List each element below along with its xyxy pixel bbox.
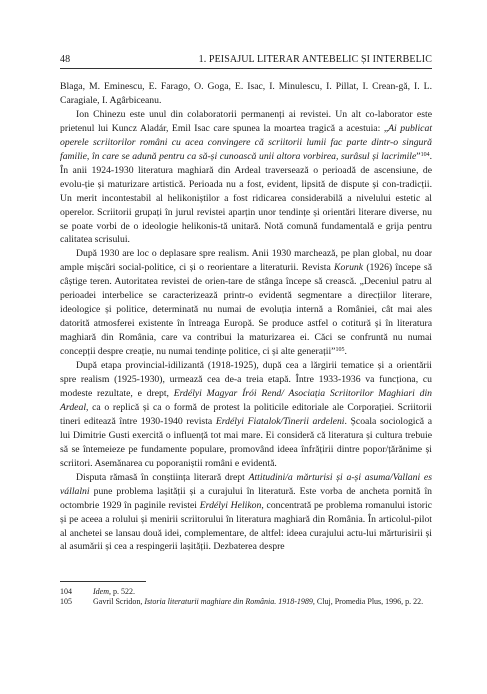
chapter-title: 1. PEISAJUL LITERAR ANTEBELIC ȘI INTERBELIC: [198, 54, 432, 65]
footnote-text: [93, 597, 432, 607]
italic-text: Erdélyi Fiatalok/Tinerii ardeleni: [215, 415, 345, 427]
text-segment: Disputa rămasă în conștiința literară drept: [76, 471, 249, 483]
text-segment: După etapa provincial-idilizantă (1918-1925), după cea a lărgirii tematice și a orientării spre realism (1925-1930), urmează cea de-a treia etapă. Între 1933-1936 va funcționa, cu modeste rezultate, e drept,: [60, 360, 432, 399]
running-header: [60, 54, 432, 66]
text-segment: , concentrată pe problema romanului istoric și pe aceea a rolului și menirii scriitorului în literatura maghiară din România. În articolul-pilot al anchetei se lansau două idei, complementare, de altfel: ideea curajului actu-lui mărturisirii și al asumării și cea a respingerii lașității. Dezbaterea despre: [60, 499, 433, 553]
text-segment: pune problema lașității și a curajului în literatură. Este vorba de ancheta pornită în octombrie 1929 în paginile revistei: [60, 485, 432, 511]
footnote-text: [93, 587, 432, 597]
paragraph: [60, 471, 432, 555]
footnote-number: 105: [60, 597, 72, 607]
paragraph: [60, 359, 432, 471]
text-segment: Ion Chinezu este unul din colaboratorii permanenți ai revistei. Un alt co-laborator este prietenul lui Kuncz Aladár, Emil Isac care spunea la moartea tragică a acestuia: „: [60, 108, 432, 134]
text-segment: (1926) începe să câștige teren. Autoritatea revistei de orien-tare de stânga începe să crească. „Deceniul patru al perioadei interbelice se caracterizează printr-o evidentă segmentare a direcțiilor literare, ideologice și politice, determinată nu numai de evoluția internă a României, cât mai ales datorită atmosferei existente în întreaga Europă. Se produce astfel o cotitură și în literatura maghiară din România, care va contribui la maturizarea ei. Căci se confruntă nu numai concepții despre creație, nu numai tendințe politice, ci și alte generații”: [60, 262, 432, 358]
italic-text: Idem: [93, 587, 109, 596]
paragraph: [60, 108, 432, 248]
footnote: [60, 597, 432, 607]
italic-text: Erdélyi Helikon: [199, 499, 262, 511]
body-text: [60, 80, 432, 554]
footnote-ref: 105: [335, 347, 345, 354]
footnote-rule: [60, 581, 146, 582]
text-segment: . Școala sociologică a lui Dimitrie Gusti exercită o influență tot mai mare. Ei consideră că literatura și cultura trebuie să se întemeieze pe fundamente populare, promovând ideea înfrățirii dintre popor/țărănime și scriitori. Asemănarea cu poporaniștii români e evidentă.: [60, 415, 432, 469]
paragraph: [60, 80, 432, 108]
footnotes: [60, 587, 432, 607]
text-segment: Gavril Scridon,: [93, 597, 145, 607]
footnote-ref: 104: [420, 151, 430, 158]
italic-text: Istoria literaturii maghiare din România. 1918-1989: [144, 597, 313, 607]
italic-text: Erdélyi Magyar Írói Rend/ Asociația Scriitorilor Maghiari din Ardeal: [60, 387, 432, 413]
footnote: [60, 587, 432, 597]
italic-text: Attitudini/a mărturisi și a-și asuma/Vallani es vállalni: [60, 471, 433, 497]
text-segment: , ca o replică și ca o formă de protest la politicile editoriale ale Corporației. Scriitorii tineri editează între 1930-1940 revista: [60, 401, 432, 427]
footnote-number: 104: [60, 587, 72, 596]
text-segment: Blaga, M. Eminescu, E. Farago, O. Goga, E. Isac, I. Minulescu, I. Pillat, I. Crean-gă, I. L. Caragiale, I. Agârbiceanu.: [60, 81, 432, 106]
text-segment: . În anii 1924-1930 literatura maghiară din Ardeal traversează o perioadă de ascensiune, de evolu-ție și maturizare artistică. Perioada nu a fost, evident, lipsită de dispute și con-tradicții. Un merit incontestabil al helikoniștilor a fost ridicarea considerabilă a nivelului estetic al operelor. Scriitorii grupați în jurul revistei aparțin unor tendințe și orientări literare diverse, nu se poate vorbi de o ideologie helikonis-tă unitară. Notă comună fundamentală e grija pentru calitatea scrisului.: [60, 150, 432, 246]
text-segment: ”: [416, 150, 421, 162]
text-segment: .: [344, 346, 347, 358]
page-number: 48: [60, 54, 71, 65]
italic-text: Ai publicat operele scriitorilor români cu acea convingere că scriitorii lumii fac parte dintr-o singură familie, în care se adună pentru ca să-și cunoască unii altora vorbirea, surâsul și lacrimile: [60, 122, 433, 162]
text-segment: , p. 522.: [109, 587, 135, 596]
text-segment: , Cluj, Promedia Plus, 1996, p. 22.: [312, 597, 424, 607]
header-rule: [60, 68, 432, 69]
paragraph: [60, 247, 432, 359]
text-segment: După 1930 are loc o deplasare spre realism. Anii 1930 marchează, pe plan global, nu doar ample mișcări social-politice, ci și o reorientare a literaturii. Revista: [60, 248, 432, 274]
italic-text: Korunk: [334, 262, 364, 274]
